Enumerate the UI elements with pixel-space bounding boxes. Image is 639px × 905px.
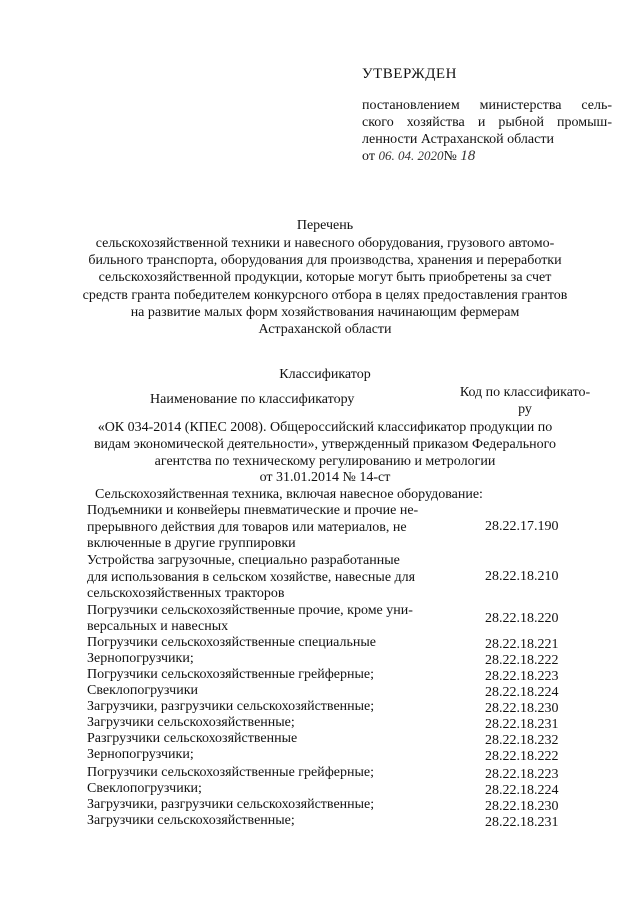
item-code: 28.22.18.230 xyxy=(485,799,559,814)
approval-line: ленности Астраханской области xyxy=(362,132,554,147)
item-name-line: Подъемники и конвейеры пневматические и прочие не- xyxy=(87,503,419,518)
item-name-line: Загрузчики сельскохозяйственные; xyxy=(87,715,295,730)
item-name-line: Загрузчики, разгрузчики сельскохозяйственные; xyxy=(87,699,375,714)
item-code: 28.22.18.221 xyxy=(485,637,559,652)
approval-line: ского хозяйства и рыбной промыш- xyxy=(362,115,612,130)
classifier-title: Классификатор xyxy=(279,367,371,382)
column-header-name: Наименование по классификатору xyxy=(150,392,355,407)
classifier-source-line: от 31.01.2014 № 14-ст xyxy=(259,470,391,485)
item-name-line: Погрузчики сельскохозяйственные прочие, кроме уни- xyxy=(87,603,413,618)
item-name-line: Зернопогрузчики; xyxy=(87,747,194,762)
classifier-source-line: агентства по техническому регулированию и метрологии xyxy=(154,454,496,469)
approval-line: постановлением министерства сель- xyxy=(362,98,612,113)
item-name-line: Погрузчики сельскохозяйственные грейферные; xyxy=(87,667,375,682)
handwritten-date: 06. 04. 2020 xyxy=(378,148,444,163)
heading-line: на развитие малых форм хозяйствования начинающим фермерам xyxy=(130,305,520,320)
number-prefix: № xyxy=(443,149,457,164)
item-name-line: Разгрузчики сельскохозяйственные xyxy=(87,731,298,746)
column-header-code: Код по классификато- xyxy=(459,385,591,400)
column-header-code-cont: ру xyxy=(518,402,532,417)
heading-line: Астраханской области xyxy=(258,322,392,337)
item-name-line: Погрузчики сельскохозяйственные специальные xyxy=(87,635,377,650)
item-name-line: Устройства загрузочные, специально разработанные xyxy=(87,553,400,568)
document-title: Перечень xyxy=(296,218,354,233)
item-name-line: включенные в другие группировки xyxy=(87,536,296,551)
heading-line: средств гранта победителем конкурсного отбора в целях предоставления грантов xyxy=(82,288,568,303)
item-code: 28.22.18.232 xyxy=(485,733,559,748)
item-name-line: прерывного действия для товаров или материалов, не xyxy=(87,520,407,535)
heading-line: сельскохозяйственной техники и навесного оборудования, грузового автомо- xyxy=(95,236,555,251)
item-code: 28.22.18.224 xyxy=(485,783,559,798)
section-title: Сельскохозяйственная техника, включая навесное оборудование: xyxy=(95,487,483,502)
item-code: 28.22.18.231 xyxy=(485,717,559,732)
item-name-line: Зернопогрузчики; xyxy=(87,651,194,666)
item-name-line: Загрузчики, разгрузчики сельскохозяйственные; xyxy=(87,797,375,812)
item-code: 28.22.18.210 xyxy=(485,569,559,584)
date-prefix: от xyxy=(362,149,375,164)
approval-title: УТВЕРЖДЕН xyxy=(362,66,457,82)
item-name-line: Свеклопогрузчики; xyxy=(87,781,202,796)
item-code: 28.22.18.222 xyxy=(485,653,559,668)
item-code: 28.22.18.220 xyxy=(485,611,559,626)
classifier-source-line: видам экономической деятельности», утвержденный приказом Федерального xyxy=(93,437,557,452)
classifier-source-line: «ОК 034-2014 (КПЕС 2008). Общероссийский классификатор продукции по xyxy=(97,420,553,435)
item-code: 28.22.18.231 xyxy=(485,815,559,830)
item-code: 28.22.18.224 xyxy=(485,685,559,700)
item-name-line: сельскохозяйственных тракторов xyxy=(87,586,285,601)
item-name-line: Свеклопогрузчики xyxy=(87,683,198,698)
item-code: 28.22.17.190 xyxy=(485,519,559,534)
item-name-line: Загрузчики сельскохозяйственные; xyxy=(87,813,295,828)
item-name-line: версальных и навесных xyxy=(87,619,229,634)
item-name-line: для использования в сельском хозяйстве, навесные для xyxy=(87,570,416,585)
item-code: 28.22.18.230 xyxy=(485,701,559,716)
heading-line: бильного транспорта, оборудования для производства, хранения и переработки xyxy=(88,253,562,268)
item-name-line: Погрузчики сельскохозяйственные грейферные; xyxy=(87,765,375,780)
item-code: 28.22.18.223 xyxy=(485,669,559,684)
item-code: 28.22.18.222 xyxy=(485,749,559,764)
approval-date-line xyxy=(362,148,475,165)
item-code: 28.22.18.223 xyxy=(485,767,559,782)
heading-line: сельскохозяйственной продукции, которые могут быть приобретены за счет xyxy=(98,270,552,285)
handwritten-number: 18 xyxy=(460,148,476,164)
